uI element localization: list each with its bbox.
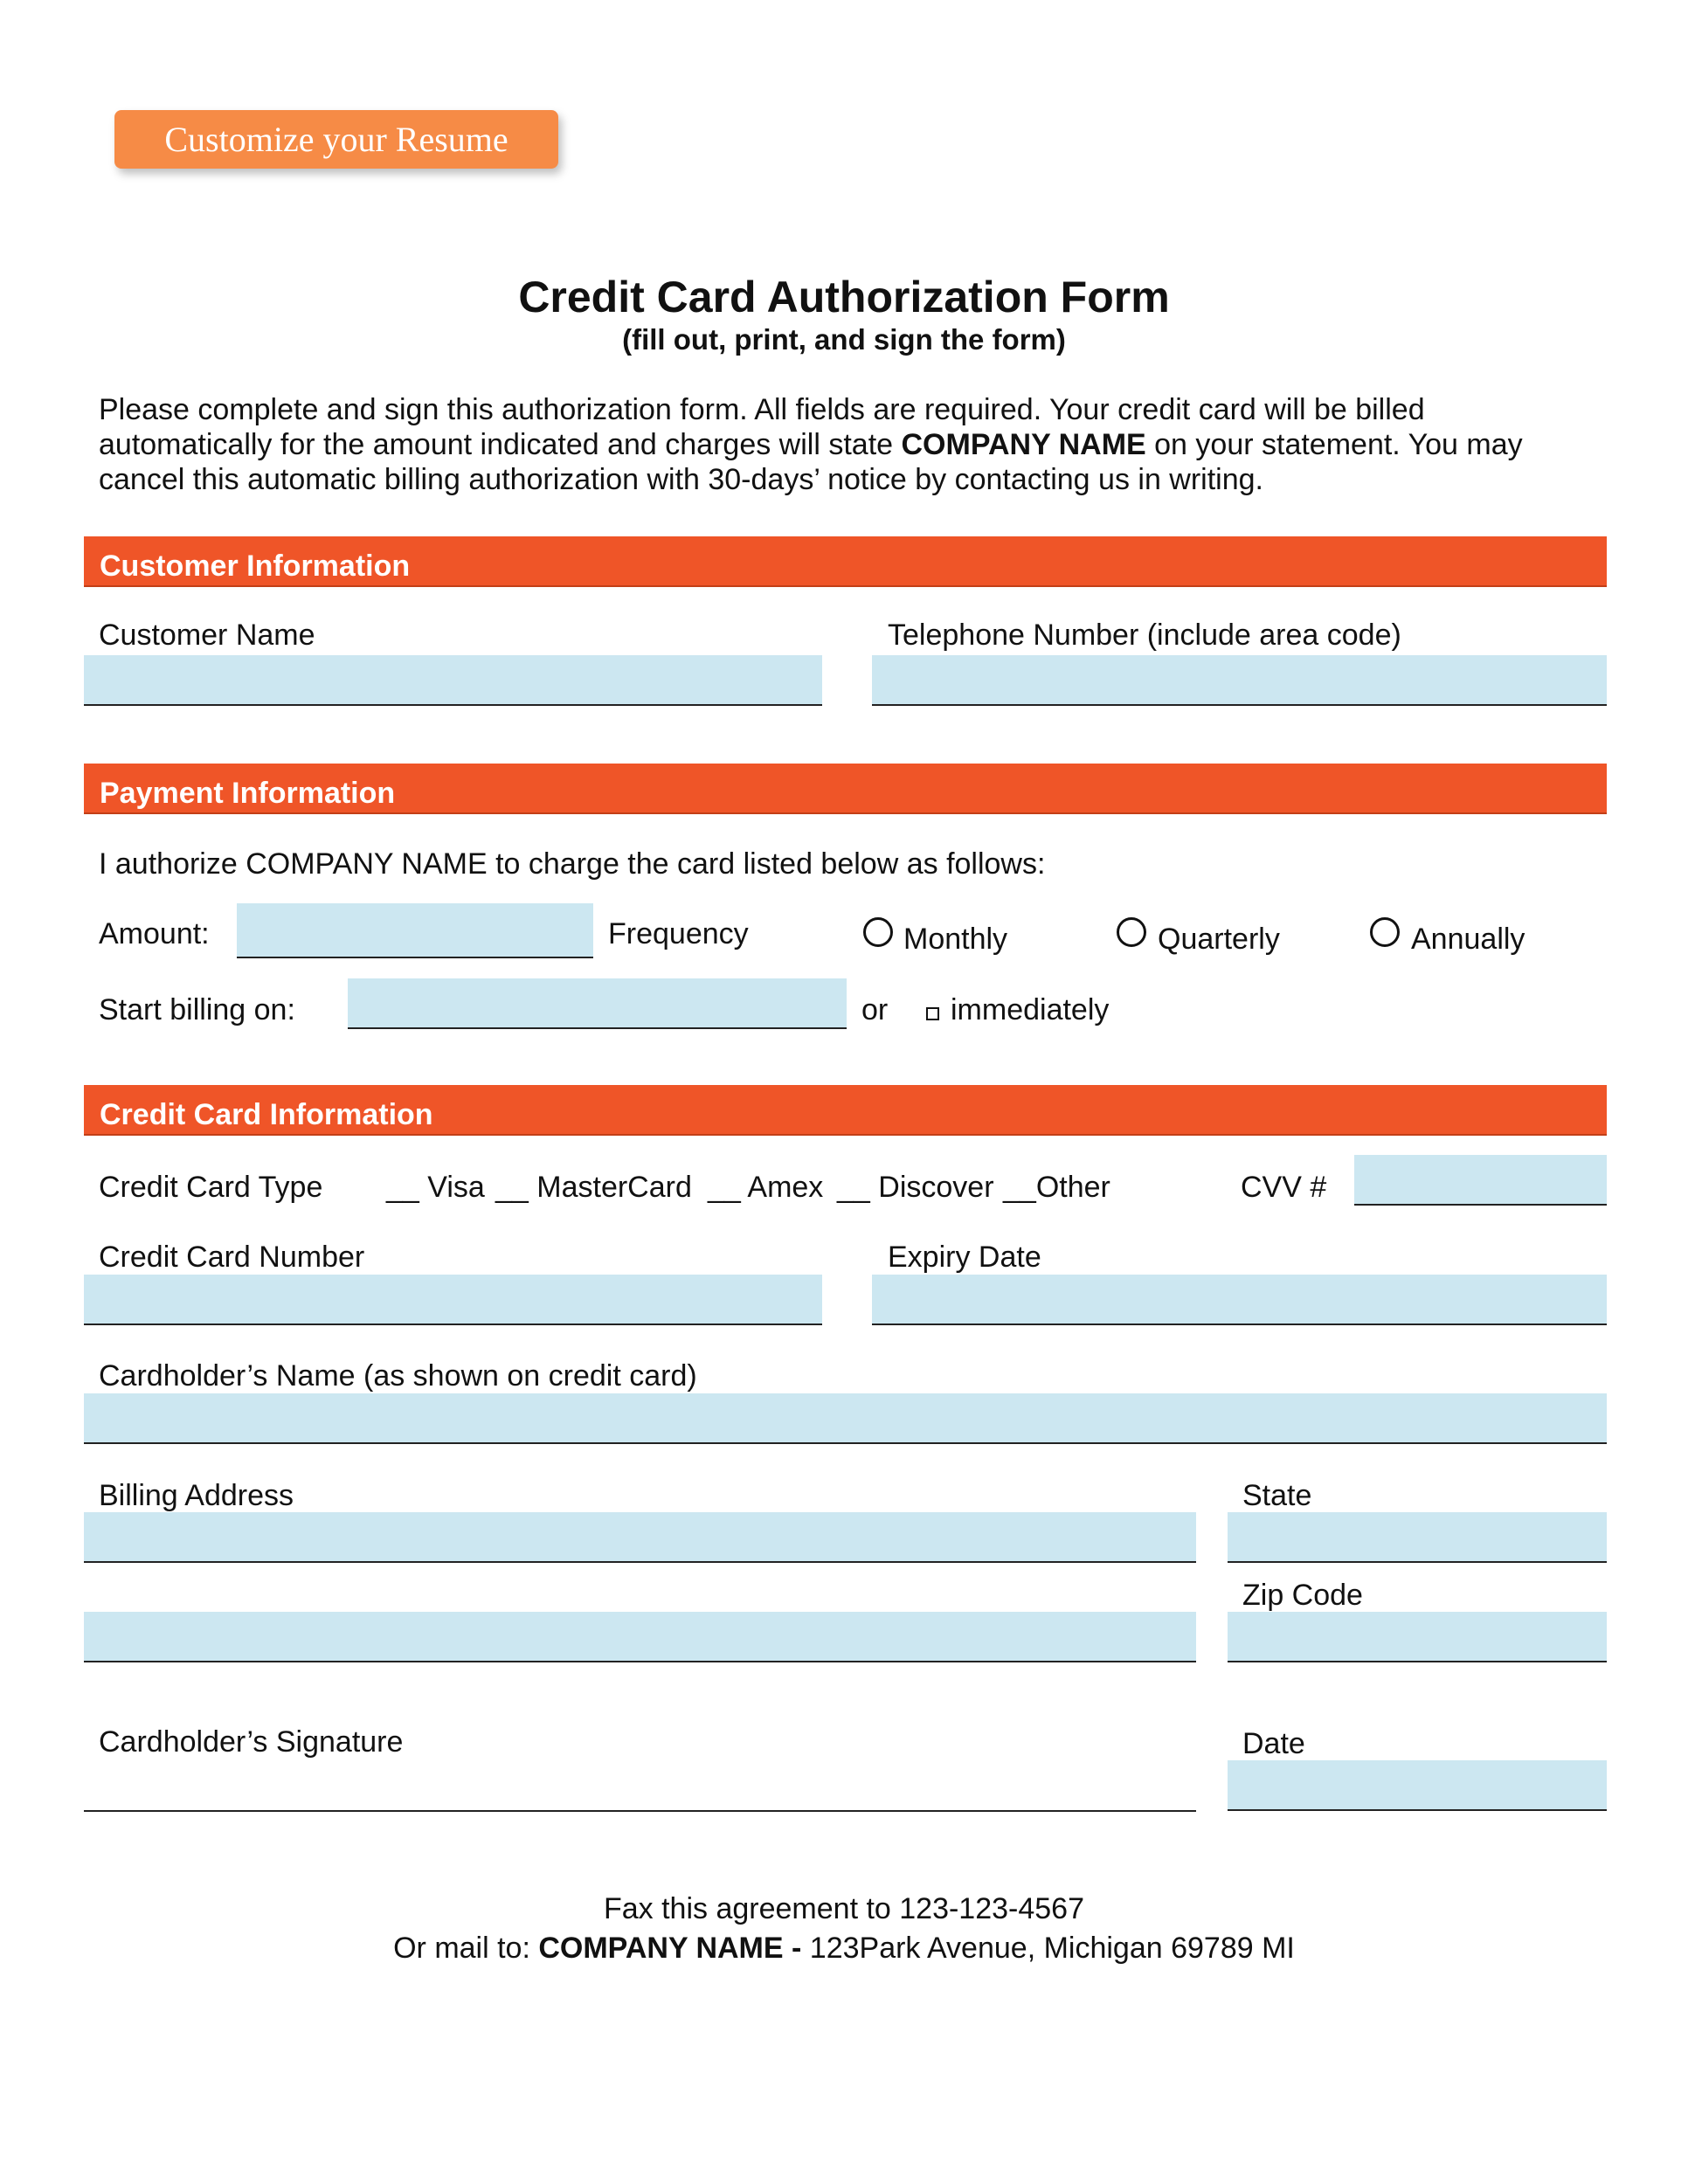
- frequency-annually-radio[interactable]: [1370, 917, 1400, 947]
- telephone-label: Telephone Number (include area code): [888, 619, 1401, 652]
- expiry-date-label: Expiry Date: [888, 1241, 1041, 1274]
- or-label: or: [861, 993, 889, 1026]
- intro-company-name: COMPANY NAME: [901, 428, 1146, 461]
- mail-line: [0, 1929, 1688, 1967]
- cardholder-name-field[interactable]: [84, 1393, 1607, 1444]
- frequency-quarterly-radio[interactable]: [1117, 917, 1146, 947]
- section-payment-information: [84, 764, 1607, 814]
- section-heading: Credit Card Information: [100, 1098, 433, 1131]
- intro-paragraph: [99, 392, 1602, 497]
- section-heading: Customer Information: [100, 549, 411, 583]
- frequency-monthly-label: Monthly: [903, 923, 1008, 956]
- page-title: Credit Card Authorization Form: [518, 273, 1170, 321]
- frequency-quarterly-label: Quarterly: [1158, 923, 1280, 956]
- immediately-checkbox[interactable]: [926, 1007, 939, 1020]
- zip-code-label: Zip Code: [1242, 1579, 1363, 1612]
- mail-line-pre: Or mail to:: [393, 1932, 539, 1965]
- signature-label: Cardholder’s Signature: [99, 1725, 404, 1759]
- frequency-label: Frequency: [608, 917, 749, 950]
- zip-code-field[interactable]: [1228, 1612, 1607, 1662]
- card-type-visa[interactable]: __ Visa: [386, 1171, 485, 1204]
- customer-name-label: Customer Name: [99, 619, 315, 652]
- frequency-monthly-radio[interactable]: [863, 917, 893, 947]
- billing-address-label: Billing Address: [99, 1479, 294, 1512]
- mail-address: 123Park Avenue, Michigan 69789 MI: [801, 1932, 1295, 1965]
- intro-line-2-post: on your statement. You may: [1145, 428, 1523, 461]
- card-type-mastercard[interactable]: __ MasterCard: [495, 1171, 692, 1204]
- immediately-label: immediately: [951, 993, 1110, 1026]
- cvv-field[interactable]: [1354, 1155, 1607, 1206]
- section-heading: Payment Information: [100, 777, 396, 810]
- card-number-label: Credit Card Number: [99, 1241, 365, 1274]
- card-type-amex[interactable]: __ Amex: [708, 1171, 824, 1204]
- customize-resume-button[interactable]: Customize your Resume: [114, 110, 558, 169]
- signature-line[interactable]: [84, 1808, 1196, 1812]
- amount-field[interactable]: [237, 903, 593, 958]
- card-number-field[interactable]: [84, 1275, 822, 1325]
- page-subtitle: (fill out, print, and sign the form): [622, 323, 1066, 356]
- expiry-date-field[interactable]: [872, 1275, 1607, 1325]
- telephone-field[interactable]: [872, 655, 1607, 706]
- intro-line-1: Please complete and sign this authorization form. All fields are required. Your credit card will be billed: [99, 393, 1425, 426]
- section-credit-card-information: [84, 1085, 1607, 1136]
- billing-address-field-1[interactable]: [84, 1512, 1196, 1563]
- billing-address-field-2[interactable]: [84, 1612, 1196, 1662]
- start-billing-field[interactable]: [348, 978, 847, 1029]
- customer-name-field[interactable]: [84, 655, 822, 706]
- intro-line-3: cancel this automatic billing authorization with 30-days’ notice by contacting us in writing.: [99, 463, 1263, 496]
- authorize-text: I authorize COMPANY NAME to charge the card listed below as follows:: [99, 847, 1046, 881]
- fax-line: Fax this agreement to 123-123-4567: [603, 1892, 1084, 1925]
- state-label: State: [1242, 1479, 1312, 1512]
- card-type-label: Credit Card Type: [99, 1171, 323, 1204]
- start-billing-label: Start billing on:: [99, 993, 295, 1026]
- intro-line-2: [99, 427, 1602, 462]
- cvv-label: CVV #: [1241, 1171, 1327, 1204]
- card-type-other[interactable]: __Other: [1003, 1171, 1110, 1204]
- date-label: Date: [1242, 1727, 1305, 1760]
- cardholder-name-label: Cardholder’s Name (as shown on credit card): [99, 1359, 697, 1393]
- frequency-annually-label: Annually: [1411, 923, 1525, 956]
- section-customer-information: [84, 536, 1607, 587]
- intro-line-2-pre: automatically for the amount indicated and charges will state: [99, 428, 902, 461]
- card-type-discover[interactable]: __ Discover: [837, 1171, 994, 1204]
- state-field[interactable]: [1228, 1512, 1607, 1563]
- mail-company-name: COMPANY NAME -: [538, 1932, 802, 1965]
- date-field[interactable]: [1228, 1760, 1607, 1811]
- amount-label: Amount:: [99, 917, 210, 950]
